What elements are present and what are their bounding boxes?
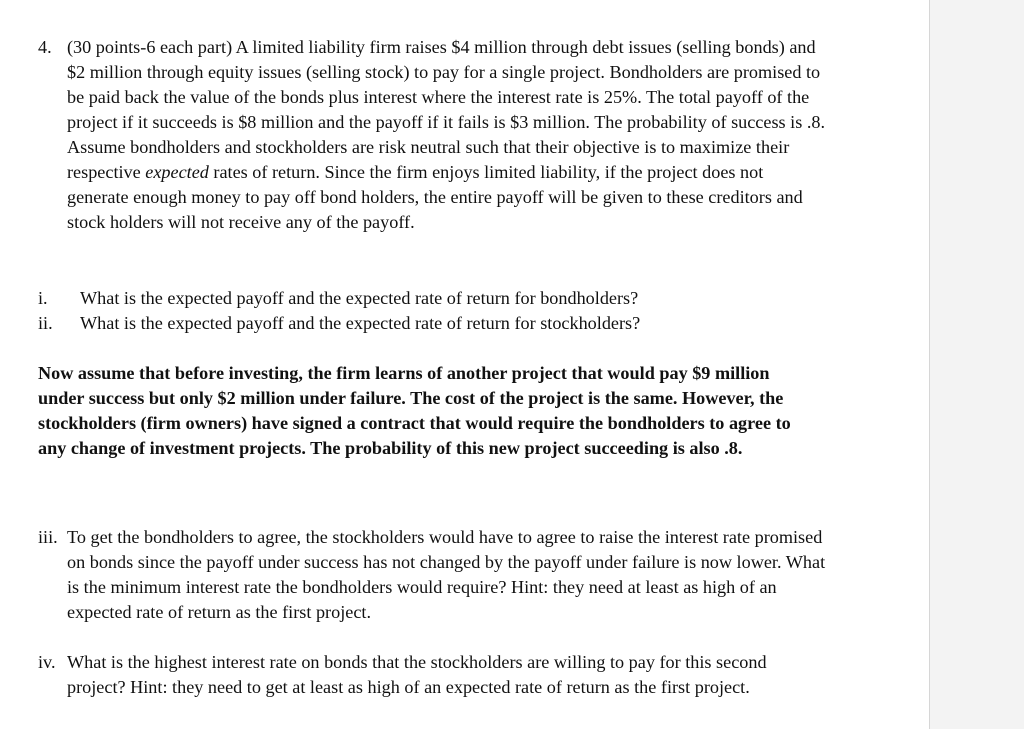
sub-question-mark: ii.: [38, 313, 53, 333]
question-text-after: rates of return. Since the firm enjoys limited liability, if the project does not generate enough money to pay off bond holders, the entire payoff will be given to these creditors and stock holders will not receive any of the payoff.: [67, 162, 803, 232]
sub-question-mark: iii.: [38, 527, 58, 547]
side-panel: [929, 0, 1024, 729]
question-number: 4.: [38, 37, 52, 57]
question-text-before: (30 points-6 each part) A limited liability firm raises $4 million through debt issues (selling bonds) and $2 million through equity issues (selling stock) to pay for a single project. Bondholders are promised to be paid back the value of the bonds plus interest where the interest rate is 25%. The total payoff of the project if it succeeds is $8 million and the payoff if it fails is $3 million. The probability of success is .8. Assume bondholders and stockholders are risk neutral such that their objective is to maximize their respective: [67, 37, 826, 182]
sub-question-text: What is the highest interest rate on bonds that the stockholders are willing to pay for this second project? Hint: they need to get at least as high of an expected rate of return as the first project.: [67, 652, 767, 697]
sub-question-i: [38, 286, 828, 311]
question-emphasis: expected: [145, 162, 209, 182]
sub-question-text: What is the expected payoff and the expected rate of return for bondholders?: [80, 288, 639, 308]
sub-questions-first: [38, 286, 828, 336]
sub-question-mark: iv.: [38, 652, 56, 672]
sub-question-text: To get the bondholders to agree, the stockholders would have to agree to raise the interest rate promised on bonds since the payoff under success has not changed by the payoff under failure is now lower. What is the minimum interest rate the bondholders would require? Hint: they need at least as high of an expected rate of return as the first project.: [67, 527, 826, 622]
new-scenario-paragraph: Now assume that before investing, the firm learns of another project that would pay $9 million under success but only $2 million under failure. The cost of the project is the same. However, the stockholders (firm owners) have signed a contract that would require the bondholders to agree to any change of investment projects. The probability of this new project succeeding is also .8.: [38, 363, 791, 458]
sub-question-text: What is the expected payoff and the expected rate of return for stockholders?: [80, 313, 641, 333]
sub-question-ii: [38, 311, 828, 336]
question-text: [67, 35, 827, 235]
sub-question-mark: i.: [38, 288, 48, 308]
